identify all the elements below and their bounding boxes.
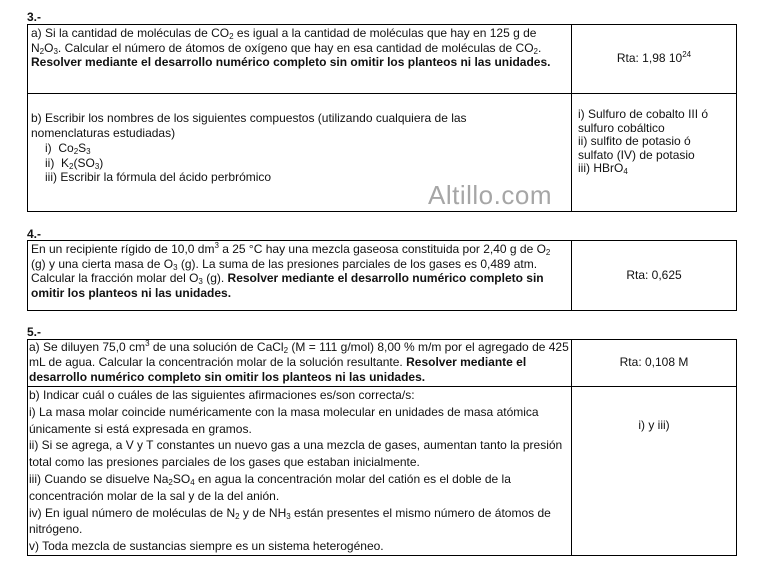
row-divider [27,93,737,94]
question-3b-answer: i) Sulfuro de cobalto III ó sulfuro cobáltico ii) sulfito de potasio ó sulfato (IV) de potasio iii) HBrO$_4$ [578,107,709,177]
question-3b-item-ii: ii) $K_2(SO_3)$ [45,155,104,171]
question-5a-text: a) Se diluyen 75,0 $cm^3$ de una solución de CaCl$_2$ (M = 111 g/mol) 8,00 % m/m por el agregado de 425 mL de agua. Calcular la concentración molar de la solución resultante. Resolver mediante el desarrollo numérico completo sin omitir los planteos ni las unidades. [29,339,569,384]
question-5b-intro: b) Indicar cuál o cuáles de las siguientes afirmaciones es/son correcta/s: [29,388,415,402]
question-5b-item-v: v) Toda mezcla de sustancias siempre es un sistema heterogéneo. [29,539,384,554]
question-3b-item-iii: iii) Escribir la fórmula del ácido perbrómico [45,170,272,185]
question-5a-answer: Rta: 0,108 M [619,355,689,370]
question-5b-answer: i) y iii) [638,418,670,432]
question-3b-text [31,111,521,185]
question-5b-item-iv: iv) En igual número de moléculas de $N_2$ y de $NH_3$ están presentes el mismo número de átomos de nitrógeno. [29,505,551,537]
question-5-number: 5.- [27,325,42,339]
question-5b-item-ii: ii) Si se agrega, a V y T constantes un nuevo gas a una mezcla de gases, aumentan tanto la presión total como las presiones parciales de los gases que estaban inicialmente. [29,438,563,470]
question-5b-item-iii: iii) Cuando se disuelve $Na_2SO_4$ en agua la concentración molar del catión es el doble de la concentración molar de la sal y de la del anión. [29,471,511,503]
altillo-watermark: Altillo.com [428,180,552,210]
question-3-number: 3.- [27,10,42,24]
question-3a-answer: Rta: 1,98 $10^{24}$ [616,50,692,66]
question-3b-intro: b) Escribir los nombres de los siguientes compuestos (utilizando cualquiera de las nomenclaturas estudiadas) [31,111,467,140]
question-4-text: En un recipiente rígido de 10,0 $dm^3$ a 25 °C hay una mezcla gaseosa constituida por 2,40 g de $O_2$ (g) y una cierta masa de $O_3$ (g). La suma de las presiones parciales de los gases es 0,489 atm. Calcular la fracción molar del $O_3$ (g). Resolver mediante el desarrollo numérico completo sin omitir los planteos ni las unidades. [31,241,551,300]
question-4-number: 4.- [27,227,42,241]
question-4-answer: Rta: 0,625 [626,267,682,282]
question-3b-item-i: i) $Co_2S_3$ [45,141,91,157]
question-5b-item-i: i) La masa molar coincide numéricamente con la masa molecular en unidades de masa atómica únicamente si está expresada en gramos. [29,404,539,436]
question-3a-text: a) Si la cantidad de moléculas de $CO_2$ es igual a la cantidad de moléculas que hay en 125 g de $N_2O_3$. Calcular el número de átomos de oxígeno que hay en esa cantidad de moléculas de $CO_2$. Resolver mediante el desarrollo numérico completo sin omitir los planteos ni las unidades. [31,26,551,70]
question-5b-text [29,387,569,555]
